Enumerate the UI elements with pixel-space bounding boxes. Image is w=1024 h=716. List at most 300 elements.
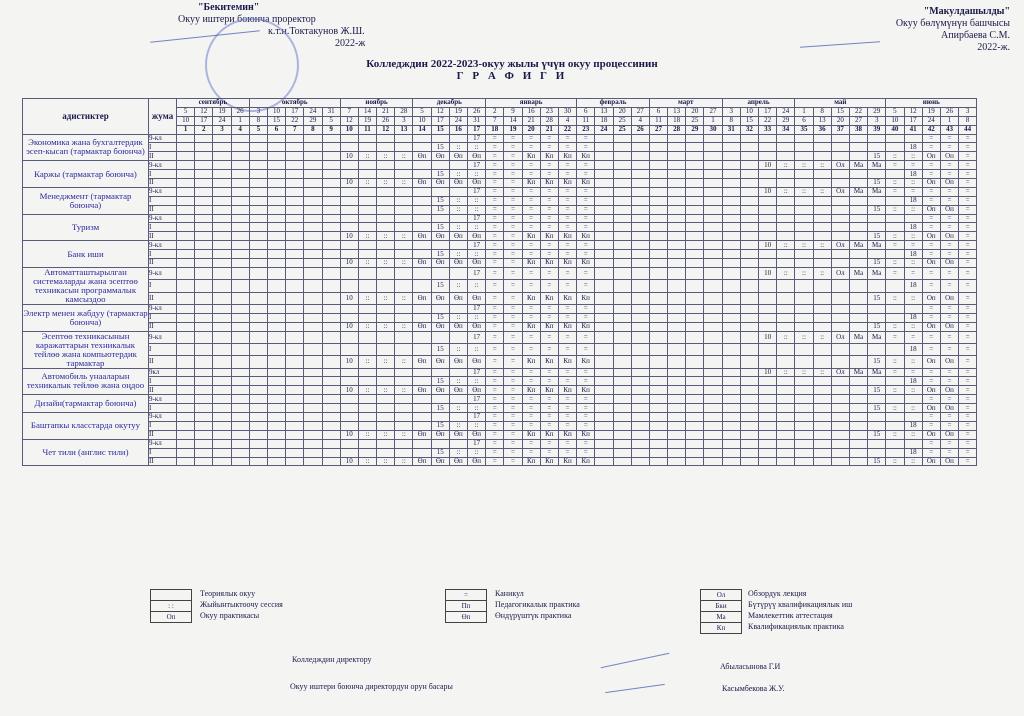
schedule-cell xyxy=(177,187,195,196)
schedule-cell: 10 xyxy=(759,331,777,343)
schedule-cell xyxy=(177,134,195,143)
schedule-cell xyxy=(704,439,722,448)
schedule-cell: :: xyxy=(449,280,467,292)
schedule-cell: :: xyxy=(886,152,904,161)
schedule-cell xyxy=(322,280,340,292)
schedule-cell xyxy=(431,134,449,143)
schedule-cell xyxy=(631,343,649,355)
schedule-cell xyxy=(631,322,649,331)
week-number: 3 xyxy=(213,125,231,134)
schedule-cell xyxy=(686,421,704,430)
schedule-cell xyxy=(613,170,631,179)
subject-name: Электр менен жабдуу (тармактар боюнча) xyxy=(23,304,149,331)
schedule-cell xyxy=(195,250,213,259)
schedule-cell xyxy=(740,395,758,404)
schedule-cell xyxy=(413,368,431,377)
schedule-cell: :: xyxy=(358,259,376,268)
schedule-cell: = xyxy=(486,223,504,232)
group-type: I xyxy=(149,223,177,232)
schedule-cell xyxy=(213,134,231,143)
schedule-cell xyxy=(286,223,304,232)
schedule-cell: = xyxy=(522,413,540,422)
schedule-cell: = xyxy=(558,187,576,196)
schedule-cell xyxy=(322,134,340,143)
schedule-cell xyxy=(286,196,304,205)
schedule-cell: = xyxy=(577,267,595,279)
schedule-cell: :: xyxy=(777,267,795,279)
schedule-cell xyxy=(813,322,831,331)
schedule-cell xyxy=(849,395,867,404)
schedule-cell xyxy=(231,304,249,313)
schedule-cell xyxy=(395,395,413,404)
schedule-cell xyxy=(358,161,376,170)
schedule-cell xyxy=(177,421,195,430)
schedule-cell xyxy=(267,457,285,466)
schedule-cell xyxy=(831,259,849,268)
schedule-cell: = xyxy=(922,170,940,179)
schedule-cell xyxy=(668,267,686,279)
schedule-cell xyxy=(377,205,395,214)
schedule-cell: = xyxy=(486,280,504,292)
subject-name: Дизайн(тармактар боюнча) xyxy=(23,395,149,413)
schedule-cell xyxy=(286,377,304,386)
schedule-cell xyxy=(413,267,431,279)
schedule-cell xyxy=(722,205,740,214)
schedule-cell xyxy=(813,421,831,430)
schedule-cell: = xyxy=(577,250,595,259)
schedule-cell: Ма xyxy=(849,331,867,343)
schedule-cell: = xyxy=(540,250,558,259)
schedule-cell xyxy=(649,241,667,250)
schedule-cell: :: xyxy=(886,386,904,395)
schedule-cell xyxy=(704,280,722,292)
schedule-cell xyxy=(413,205,431,214)
schedule-cell: 15 xyxy=(868,259,886,268)
schedule-cell xyxy=(213,304,231,313)
schedule-cell xyxy=(304,386,322,395)
schedule-cell xyxy=(340,170,358,179)
schedule-cell xyxy=(340,304,358,313)
schedule-cell xyxy=(322,331,340,343)
schedule-cell xyxy=(231,448,249,457)
signature-deputy xyxy=(605,684,665,693)
schedule-cell: 10 xyxy=(340,457,358,466)
schedule-cell: = xyxy=(959,214,977,223)
start-date: 19 xyxy=(922,107,940,116)
schedule-cell: Өп xyxy=(413,179,431,188)
schedule-cell: Өп xyxy=(449,386,467,395)
schedule-cell xyxy=(813,170,831,179)
schedule-cell xyxy=(304,250,322,259)
schedule-cell xyxy=(377,439,395,448)
schedule-cell xyxy=(395,331,413,343)
schedule-cell xyxy=(613,161,631,170)
schedule-cell: :: xyxy=(904,404,922,413)
schedule-cell: Кп xyxy=(577,457,595,466)
schedule-cell xyxy=(722,280,740,292)
schedule-cell xyxy=(595,322,613,331)
schedule-cell xyxy=(267,223,285,232)
schedule-cell: :: xyxy=(795,368,813,377)
schedule-cell xyxy=(686,292,704,304)
schedule-cell xyxy=(740,161,758,170)
schedule-cell xyxy=(449,161,467,170)
schedule-cell xyxy=(304,214,322,223)
end-date: 22 xyxy=(759,116,777,125)
schedule-cell xyxy=(377,134,395,143)
schedule-cell: = xyxy=(940,421,958,430)
schedule-cell: :: xyxy=(449,170,467,179)
schedule-cell: Өп xyxy=(468,232,486,241)
schedule-cell xyxy=(340,313,358,322)
schedule-cell xyxy=(740,241,758,250)
schedule-cell xyxy=(868,143,886,152)
start-date: 3 xyxy=(249,107,267,116)
schedule-cell xyxy=(668,134,686,143)
schedule-cell: = xyxy=(486,322,504,331)
schedule-cell: = xyxy=(940,170,958,179)
schedule-cell xyxy=(649,292,667,304)
schedule-cell xyxy=(904,214,922,223)
schedule-cell xyxy=(249,241,267,250)
schedule-cell xyxy=(849,421,867,430)
schedule-cell xyxy=(340,214,358,223)
title-sub: Г Р А Ф И Г И xyxy=(456,70,568,82)
start-date: 9 xyxy=(504,107,522,116)
schedule-cell xyxy=(322,356,340,368)
schedule-cell xyxy=(831,223,849,232)
schedule-cell: = xyxy=(486,304,504,313)
schedule-cell xyxy=(595,250,613,259)
schedule-cell xyxy=(849,404,867,413)
schedule-cell xyxy=(413,413,431,422)
schedule-cell: = xyxy=(540,304,558,313)
schedule-cell: 15 xyxy=(868,356,886,368)
schedule-cell xyxy=(686,161,704,170)
schedule-cell xyxy=(177,331,195,343)
schedule-cell: = xyxy=(522,439,540,448)
schedule-cell: = xyxy=(558,223,576,232)
schedule-cell xyxy=(668,457,686,466)
schedule-cell xyxy=(595,196,613,205)
schedule-cell xyxy=(413,223,431,232)
schedule-cell xyxy=(413,187,431,196)
schedule-cell xyxy=(231,170,249,179)
schedule-cell xyxy=(759,395,777,404)
schedule-cell: :: xyxy=(904,232,922,241)
schedule-cell xyxy=(267,196,285,205)
schedule-cell xyxy=(868,223,886,232)
schedule-cell: = xyxy=(540,143,558,152)
schedule-cell xyxy=(886,214,904,223)
schedule-cell: Кп xyxy=(540,232,558,241)
schedule-cell: 15 xyxy=(868,430,886,439)
schedule-cell xyxy=(249,267,267,279)
schedule-cell: :: xyxy=(886,322,904,331)
schedule-cell xyxy=(213,439,231,448)
schedule-cell xyxy=(686,368,704,377)
schedule-cell: Кп xyxy=(558,322,576,331)
schedule-cell: = xyxy=(540,343,558,355)
schedule-cell: = xyxy=(486,134,504,143)
schedule-cell xyxy=(649,356,667,368)
start-date: 12 xyxy=(195,107,213,116)
schedule-cell xyxy=(686,304,704,313)
schedule-cell xyxy=(759,292,777,304)
end-date: 14 xyxy=(504,116,522,125)
schedule-cell xyxy=(377,196,395,205)
schedule-cell xyxy=(195,322,213,331)
schedule-cell xyxy=(595,343,613,355)
legend-symbol: Бки xyxy=(700,600,742,612)
schedule-cell xyxy=(304,179,322,188)
schedule-cell xyxy=(777,404,795,413)
schedule-cell xyxy=(649,196,667,205)
week-number: 33 xyxy=(759,125,777,134)
schedule-cell xyxy=(195,368,213,377)
schedule-cell xyxy=(886,421,904,430)
schedule-cell xyxy=(686,313,704,322)
week-number: 17 xyxy=(468,125,486,134)
end-date: 17 xyxy=(195,116,213,125)
schedule-cell xyxy=(231,313,249,322)
schedule-cell xyxy=(322,457,340,466)
week-number: 24 xyxy=(595,125,613,134)
schedule-cell xyxy=(213,386,231,395)
schedule-cell: = xyxy=(504,343,522,355)
schedule-cell: = xyxy=(558,134,576,143)
schedule-cell: = xyxy=(904,241,922,250)
schedule-cell: 15 xyxy=(431,448,449,457)
schedule-cell xyxy=(395,404,413,413)
schedule-cell xyxy=(613,259,631,268)
schedule-cell xyxy=(849,292,867,304)
schedule-cell xyxy=(595,143,613,152)
schedule-cell: :: xyxy=(395,232,413,241)
schedule-cell xyxy=(704,343,722,355)
schedule-cell: 10 xyxy=(759,187,777,196)
schedule-cell xyxy=(395,448,413,457)
schedule-cell xyxy=(322,292,340,304)
schedule-cell xyxy=(177,241,195,250)
schedule-cell: = xyxy=(922,368,940,377)
end-date: 22 xyxy=(286,116,304,125)
schedule-cell xyxy=(631,161,649,170)
schedule-cell: = xyxy=(522,134,540,143)
week-number: 4 xyxy=(231,125,249,134)
schedule-cell: = xyxy=(504,395,522,404)
schedule-cell: = xyxy=(522,161,540,170)
schedule-cell: Оп xyxy=(922,232,940,241)
schedule-cell: = xyxy=(959,241,977,250)
schedule-cell: = xyxy=(959,250,977,259)
schedule-cell xyxy=(249,232,267,241)
schedule-cell: = xyxy=(540,439,558,448)
schedule-cell: = xyxy=(959,430,977,439)
schedule-cell xyxy=(668,322,686,331)
schedule-cell: = xyxy=(577,170,595,179)
schedule-cell xyxy=(177,395,195,404)
schedule-cell xyxy=(795,223,813,232)
schedule-cell: = xyxy=(522,187,540,196)
schedule-cell xyxy=(849,223,867,232)
schedule-cell: Өп xyxy=(431,457,449,466)
schedule-cell xyxy=(795,322,813,331)
group-type: 9-кл xyxy=(149,214,177,223)
schedule-cell xyxy=(686,259,704,268)
schedule-cell xyxy=(686,331,704,343)
schedule-cell xyxy=(704,196,722,205)
schedule-cell xyxy=(304,143,322,152)
schedule-table xyxy=(22,98,977,466)
week-number: 29 xyxy=(686,125,704,134)
schedule-cell xyxy=(759,430,777,439)
schedule-cell xyxy=(267,430,285,439)
schedule-cell xyxy=(358,214,376,223)
schedule-cell: = xyxy=(504,205,522,214)
schedule-cell xyxy=(668,179,686,188)
schedule-cell: Ма xyxy=(849,161,867,170)
end-date: 11 xyxy=(577,116,595,125)
schedule-cell: :: xyxy=(904,259,922,268)
schedule-cell: Кп xyxy=(522,259,540,268)
schedule-cell: = xyxy=(486,259,504,268)
schedule-cell xyxy=(595,413,613,422)
schedule-cell xyxy=(195,161,213,170)
group-type: II xyxy=(149,292,177,304)
schedule-cell xyxy=(704,430,722,439)
schedule-cell xyxy=(286,430,304,439)
schedule-cell xyxy=(395,187,413,196)
schedule-cell xyxy=(649,267,667,279)
schedule-cell: 15 xyxy=(868,404,886,413)
schedule-cell: Өп xyxy=(449,232,467,241)
schedule-cell xyxy=(795,377,813,386)
schedule-cell xyxy=(631,179,649,188)
schedule-cell xyxy=(868,250,886,259)
schedule-cell xyxy=(813,179,831,188)
schedule-cell: 15 xyxy=(868,179,886,188)
schedule-cell xyxy=(304,430,322,439)
schedule-cell xyxy=(886,196,904,205)
schedule-cell xyxy=(267,421,285,430)
schedule-cell xyxy=(449,413,467,422)
schedule-cell xyxy=(813,223,831,232)
schedule-cell: :: xyxy=(904,292,922,304)
schedule-cell: = xyxy=(504,356,522,368)
schedule-cell xyxy=(740,259,758,268)
schedule-cell xyxy=(395,214,413,223)
week-number: 30 xyxy=(704,125,722,134)
schedule-cell: Кп xyxy=(540,322,558,331)
schedule-cell xyxy=(849,322,867,331)
schedule-cell xyxy=(195,331,213,343)
schedule-cell xyxy=(595,179,613,188)
schedule-cell: = xyxy=(558,343,576,355)
schedule-cell xyxy=(377,214,395,223)
schedule-cell xyxy=(849,232,867,241)
schedule-cell xyxy=(777,179,795,188)
schedule-cell: :: xyxy=(449,223,467,232)
schedule-cell: Ма xyxy=(868,187,886,196)
schedule-cell xyxy=(340,250,358,259)
schedule-cell: Өп xyxy=(413,232,431,241)
schedule-cell xyxy=(377,395,395,404)
schedule-cell xyxy=(849,280,867,292)
schedule-cell xyxy=(886,439,904,448)
legend-symbol: Ма xyxy=(700,611,742,623)
schedule-cell xyxy=(267,259,285,268)
schedule-cell: = xyxy=(959,280,977,292)
schedule-cell: = xyxy=(558,161,576,170)
schedule-cell: Кп xyxy=(540,292,558,304)
schedule-cell xyxy=(195,179,213,188)
schedule-cell xyxy=(231,322,249,331)
schedule-cell xyxy=(722,413,740,422)
schedule-cell: = xyxy=(959,368,977,377)
schedule-cell xyxy=(631,331,649,343)
schedule-cell xyxy=(267,343,285,355)
approved-label: "Бекитемин" xyxy=(198,2,260,13)
subject-name: Эсептөө техникасынын каражаттарын техникалык тейлөө жана компьютердик тармактар xyxy=(23,331,149,368)
schedule-cell: 15 xyxy=(431,196,449,205)
schedule-cell: :: xyxy=(468,377,486,386)
schedule-cell: Кп xyxy=(577,232,595,241)
schedule-cell: :: xyxy=(468,448,486,457)
schedule-cell xyxy=(322,259,340,268)
schedule-cell xyxy=(431,331,449,343)
schedule-cell xyxy=(195,205,213,214)
schedule-cell: = xyxy=(922,343,940,355)
schedule-cell: 18 xyxy=(904,421,922,430)
schedule-cell xyxy=(340,161,358,170)
schedule-cell xyxy=(668,205,686,214)
schedule-cell xyxy=(267,368,285,377)
group-type: I xyxy=(149,250,177,259)
schedule-cell xyxy=(722,241,740,250)
schedule-cell xyxy=(213,259,231,268)
schedule-cell xyxy=(304,259,322,268)
schedule-cell xyxy=(722,386,740,395)
prorector-name: к.т.н.Токтакунов Ж.Ш. xyxy=(268,26,365,37)
schedule-cell xyxy=(249,214,267,223)
schedule-cell: = xyxy=(540,161,558,170)
schedule-cell: = xyxy=(577,134,595,143)
schedule-cell: = xyxy=(922,196,940,205)
week-number: 42 xyxy=(922,125,940,134)
schedule-cell xyxy=(795,343,813,355)
schedule-cell: Оп xyxy=(922,292,940,304)
schedule-cell xyxy=(686,205,704,214)
schedule-cell: 10 xyxy=(340,430,358,439)
schedule-cell: 15 xyxy=(868,152,886,161)
schedule-cell xyxy=(595,161,613,170)
schedule-cell: 15 xyxy=(431,404,449,413)
schedule-cell xyxy=(177,179,195,188)
schedule-cell: = xyxy=(522,331,540,343)
end-date: 1 xyxy=(704,116,722,125)
schedule-cell xyxy=(777,439,795,448)
schedule-cell xyxy=(395,377,413,386)
schedule-cell: :: xyxy=(377,152,395,161)
schedule-cell xyxy=(795,232,813,241)
schedule-cell: Ма xyxy=(868,331,886,343)
director-name: Абыласынова Г.И xyxy=(720,662,781,671)
schedule-cell: = xyxy=(959,143,977,152)
schedule-cell: :: xyxy=(904,386,922,395)
schedule-cell xyxy=(759,304,777,313)
schedule-cell xyxy=(322,322,340,331)
